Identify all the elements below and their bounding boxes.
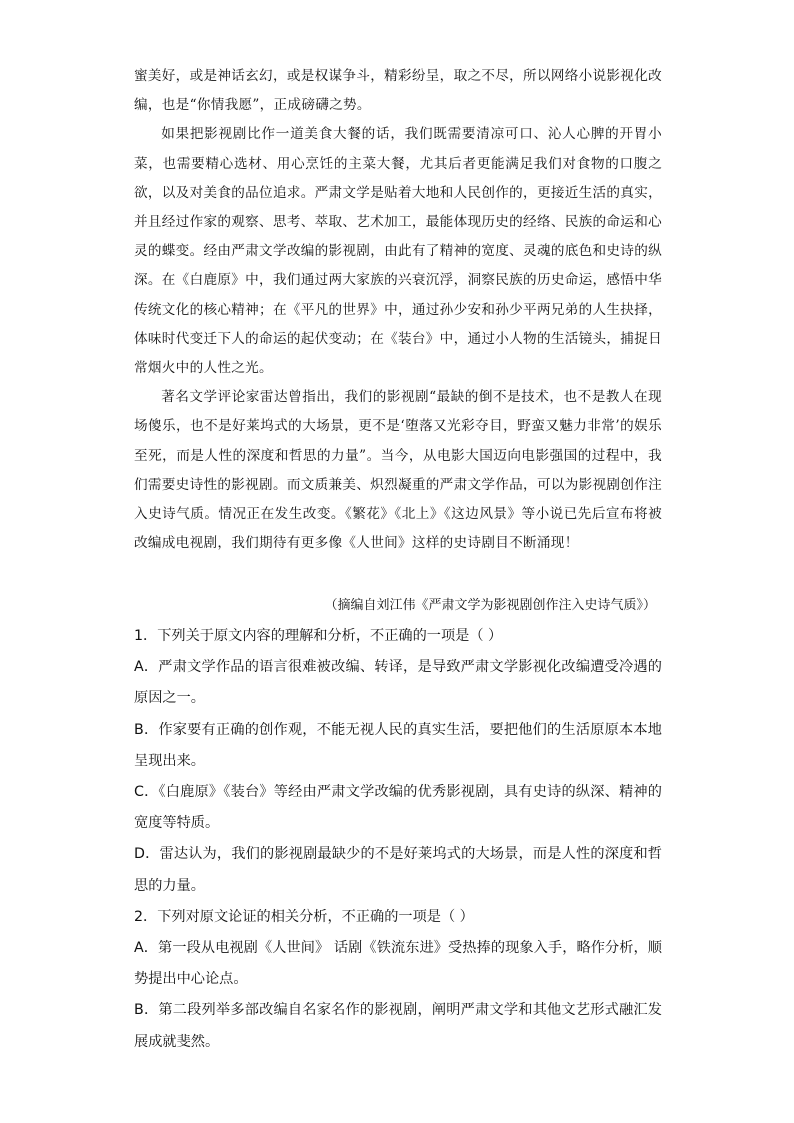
passage-paragraph-3: 著名文学评论家雷达曾指出，我们的影视剧“最缺的倒不是技术，也不是教人在现场傻乐，也不是好莱坞式的大场景，更不是‘堕落又光彩夺目，野蛮又魅力非常’的娱乐至死，而是人性的深度和哲思的力量”。当今，从电影大国迈向电影强国的过程中，我们需要史诗性的影视剧。而文质兼美、炽烈凝重的严肃文学作品，可以为影视剧创作注入史诗气质。情况正在发生改变。《繁花》《北上》《这边风景》等小说已先后宣布将被改编成电视剧，我们期待有更多像《人世间》这样的史诗剧目不断涌现！ xyxy=(134,389,662,552)
passage-source: （摘编自刘江伟《严肃文学为影视剧创作注入史诗气质》） xyxy=(324,598,656,613)
reading-passage xyxy=(134,62,662,558)
passage-paragraph-2: 如果把影视剧比作一道美食大餐的话，我们既需要清凉可口、沁人心脾的开胃小菜，也需要精心选材、用心烹饪的主菜大餐，尤其后者更能满足我们对食物的口腹之欲，以及对美食的品位追求。严肃文学是贴着大地和人民创作的，更接近生活的真实，并且经过作家的观察、思考、萃取、艺术加工，最能体现历史的经络、民族的命运和心灵的蝶变。经由严肃文学改编的影视剧，由此有了精神的宽度、灵魂的底色和史诗的纵深。在《白鹿原》中，我们通过两大家族的兴衰沉浮，洞察民族的历史命运，感悟中华传统文化的核心精神；在《平凡的世界》中，通过孙少安和孙少平两兄弟的人生抉择，体味时代变迁下人的命运的起伏变动；在《装台》中，通过小人物的生活镜头，捕捉日常烟火中的人性之光。 xyxy=(134,126,662,377)
question-2-option-b: B．第二段列举多部改编自名家名作的影视剧，阐明严肃文学和其他文艺形式融汇发展成就斐然。 xyxy=(134,1002,662,1050)
question-section xyxy=(134,621,662,1058)
question-2-option-a: A．第一段从电视剧《人世间》 话剧《铁流东进》受热捧的现象入手，略作分析，顺势提出中心论点。 xyxy=(134,940,662,988)
question-1-stem: 1．下列关于原文内容的理解和分析，不正确的一项是（ ） xyxy=(134,628,503,644)
question-1-option-c: C．《白鹿原》《装台》等经由严肃文学改编的优秀影视剧，具有史诗的纵深、精神的宽度等特质。 xyxy=(134,784,662,832)
question-1-option-a: A．严肃文学作品的语言很难被改编、转译，是导致严肃文学影视化改编遭受冷遇的原因之一。 xyxy=(134,659,662,707)
question-2-stem: 2．下列对原文论证的相关分析，不正确的一项是（ ） xyxy=(134,908,474,925)
passage-paragraph-1: 蜜美好，或是神话玄幻，或是权谋争斗，精彩纷呈，取之不尽，所以网络小说影视化改编，也是“你情我愿”，正成磅礴之势。 xyxy=(134,68,662,114)
question-1-option-b: B．作家要有正确的创作观，不能无视人民的真实生活，要把他们的生活原原本本地呈现出来。 xyxy=(134,721,662,769)
question-1-option-d: D．雷达认为，我们的影视剧最缺少的不是好莱坞式的大场景，而是人性的深度和哲思的力量。 xyxy=(134,846,662,894)
